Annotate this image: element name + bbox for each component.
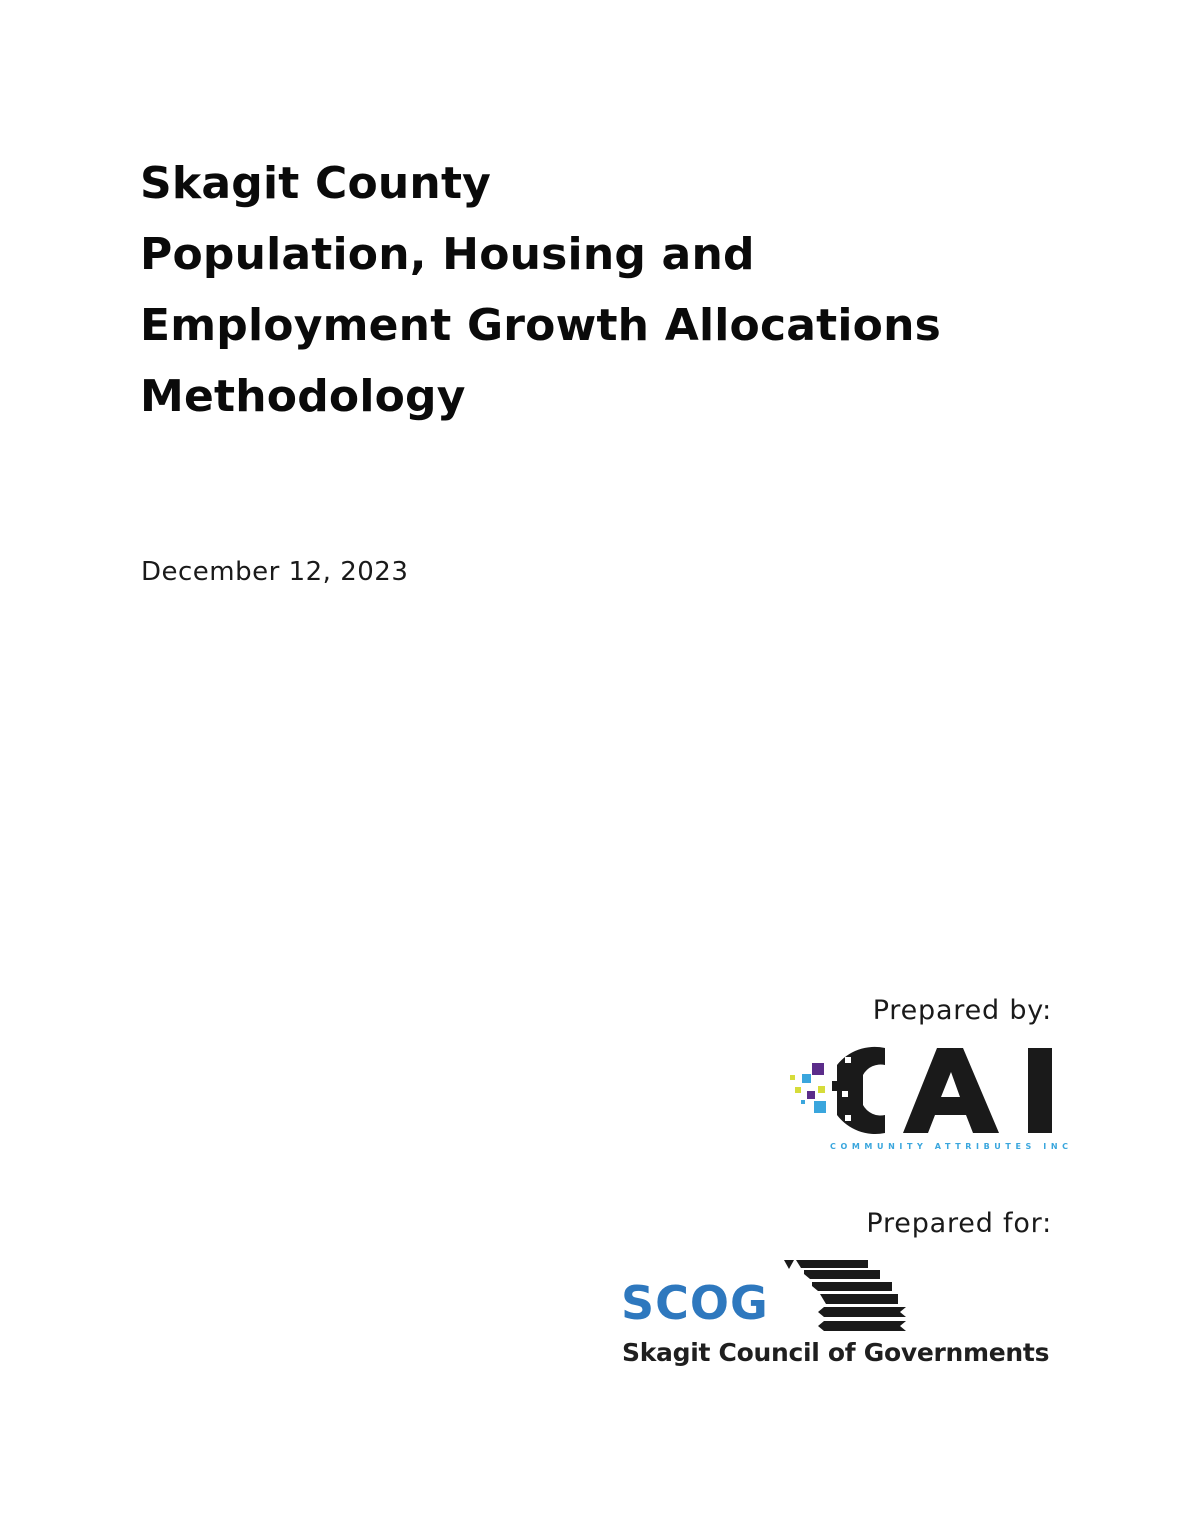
title-line-4: Methodology [140,371,466,422]
title-line-3: Employment Growth Allocations [140,300,942,351]
scog-wordmark: SCOG [621,1276,769,1330]
title-line-1: Skagit County [140,158,492,209]
scog-subtitle: Skagit Council of Governments [622,1338,1050,1367]
document-title [140,148,941,432]
prepared-for-label: Prepared for: [866,1208,1052,1239]
cai-subtitle: COMMUNITY ATTRIBUTES INC [830,1142,1073,1151]
prepared-by-label: Prepared by: [872,995,1052,1026]
cai-logo-icon [785,1045,1073,1155]
document-date: December 12, 2023 [141,557,409,587]
title-line-2: Population, Housing and [140,229,755,280]
